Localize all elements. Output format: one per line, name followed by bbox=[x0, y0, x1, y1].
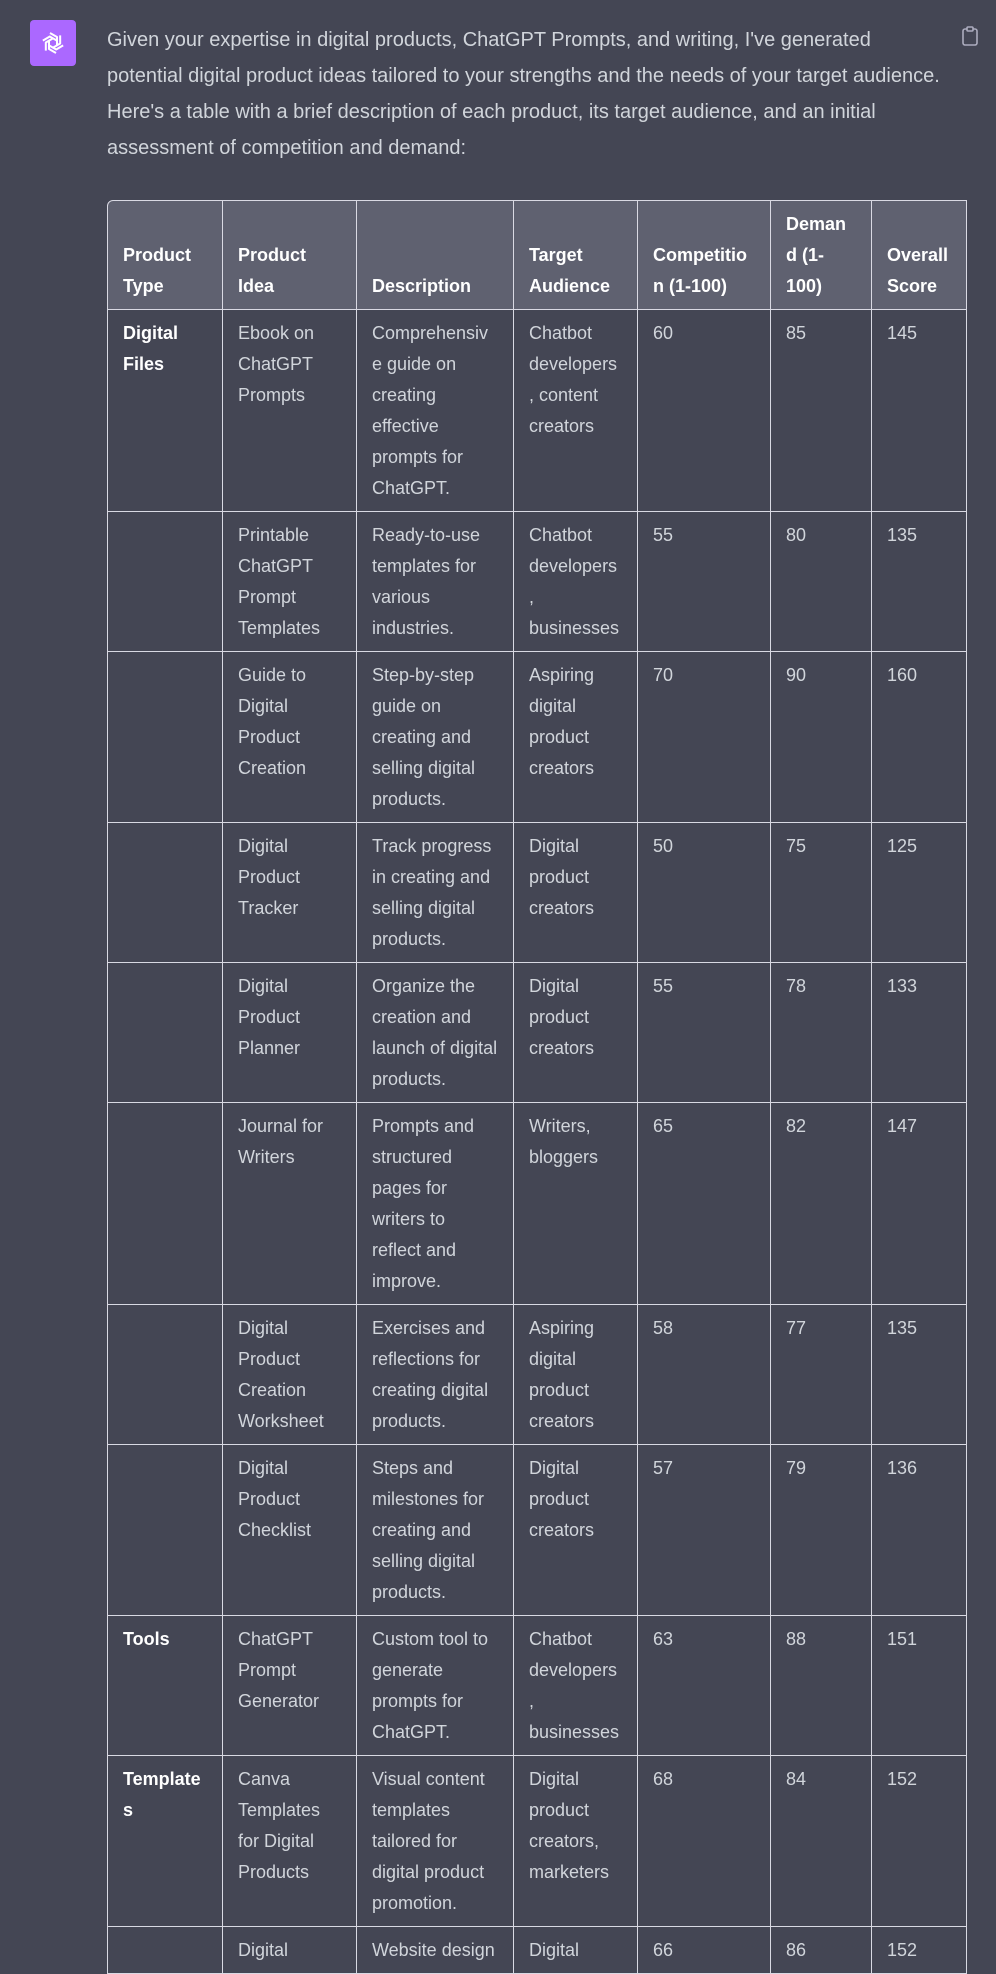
table-header-row bbox=[107, 200, 967, 310]
cell-overall-score: 135 bbox=[872, 1305, 967, 1445]
cell-product-type bbox=[107, 1305, 223, 1445]
header-description: Description bbox=[357, 200, 514, 310]
cell-demand: 88 bbox=[771, 1616, 872, 1756]
cell-product-type: Templates bbox=[107, 1756, 223, 1927]
cell-demand: 79 bbox=[771, 1445, 872, 1616]
copy-button[interactable] bbox=[958, 24, 982, 48]
table-body bbox=[107, 310, 967, 1974]
cell-target-audience: Digital product creators bbox=[514, 963, 638, 1103]
cell-overall-score: 152 bbox=[872, 1927, 967, 1974]
cell-product-idea: Digital Product Creation Worksheet bbox=[223, 1305, 357, 1445]
product-table bbox=[107, 200, 967, 1974]
cell-product-idea: Digital Product Tracker bbox=[223, 823, 357, 963]
cell-demand: 84 bbox=[771, 1756, 872, 1927]
cell-description: Comprehensive guide on creating effective prompts for ChatGPT. bbox=[357, 310, 514, 512]
cell-product-type bbox=[107, 512, 223, 652]
cell-overall-score: 160 bbox=[872, 652, 967, 823]
table-row bbox=[107, 1756, 967, 1927]
table-container[interactable] bbox=[107, 200, 949, 1960]
assistant-avatar bbox=[30, 20, 76, 66]
cell-description: Steps and milestones for creating and selling digital products. bbox=[357, 1445, 514, 1616]
cell-target-audience: Chatbot developers, businesses bbox=[514, 512, 638, 652]
cell-demand: 85 bbox=[771, 310, 872, 512]
table-row bbox=[107, 1305, 967, 1445]
cell-overall-score: 151 bbox=[872, 1616, 967, 1756]
cell-description: Exercises and reflections for creating digital products. bbox=[357, 1305, 514, 1445]
table-row bbox=[107, 823, 967, 963]
cell-overall-score: 147 bbox=[872, 1103, 967, 1305]
cell-product-idea: Ebook on ChatGPT Prompts bbox=[223, 310, 357, 512]
cell-product-idea: Digital bbox=[223, 1927, 357, 1974]
cell-demand: 75 bbox=[771, 823, 872, 963]
cell-target-audience: Aspiring digital product creators bbox=[514, 652, 638, 823]
cell-target-audience: Digital product creators bbox=[514, 823, 638, 963]
cell-overall-score: 135 bbox=[872, 512, 967, 652]
cell-competition: 70 bbox=[638, 652, 771, 823]
cell-product-idea: ChatGPT Prompt Generator bbox=[223, 1616, 357, 1756]
cell-competition: 57 bbox=[638, 1445, 771, 1616]
cell-demand: 80 bbox=[771, 512, 872, 652]
cell-product-idea: Journal for Writers bbox=[223, 1103, 357, 1305]
cell-demand: 90 bbox=[771, 652, 872, 823]
table-row bbox=[107, 1445, 967, 1616]
cell-product-idea: Digital Product Planner bbox=[223, 963, 357, 1103]
table-row bbox=[107, 310, 967, 512]
cell-competition: 66 bbox=[638, 1927, 771, 1974]
cell-product-idea: Canva Templates for Digital Products bbox=[223, 1756, 357, 1927]
table-row bbox=[107, 963, 967, 1103]
cell-product-type bbox=[107, 1103, 223, 1305]
cell-competition: 55 bbox=[638, 512, 771, 652]
cell-description: Visual content templates tailored for digital product promotion. bbox=[357, 1756, 514, 1927]
cell-product-type bbox=[107, 1445, 223, 1616]
table-row bbox=[107, 652, 967, 823]
cell-target-audience: Aspiring digital product creators bbox=[514, 1305, 638, 1445]
cell-overall-score: 136 bbox=[872, 1445, 967, 1616]
cell-competition: 60 bbox=[638, 310, 771, 512]
cell-description: Step-by-step guide on creating and selling digital products. bbox=[357, 652, 514, 823]
cell-product-type bbox=[107, 963, 223, 1103]
clipboard-icon bbox=[962, 26, 978, 46]
intro-paragraph: Given your expertise in digital products, ChatGPT Prompts, and writing, I've generated potential digital product ideas tailored to your strengths and the needs of your target audience. Here's a table with a brief description of each product, its target audience, and an initial assessment of competition and demand: bbox=[107, 29, 940, 159]
cell-product-type bbox=[107, 823, 223, 963]
header-target-audience: Target Audience bbox=[514, 200, 638, 310]
table-row bbox=[107, 1616, 967, 1756]
cell-product-idea: Guide to Digital Product Creation bbox=[223, 652, 357, 823]
cell-description: Website design bbox=[357, 1927, 514, 1974]
cell-overall-score: 125 bbox=[872, 823, 967, 963]
cell-demand: 77 bbox=[771, 1305, 872, 1445]
cell-target-audience: Chatbot developers, businesses bbox=[514, 1616, 638, 1756]
cell-target-audience: Writers, bloggers bbox=[514, 1103, 638, 1305]
cell-description: Custom tool to generate prompts for ChatGPT. bbox=[357, 1616, 514, 1756]
cell-competition: 65 bbox=[638, 1103, 771, 1305]
cell-product-idea: Printable ChatGPT Prompt Templates bbox=[223, 512, 357, 652]
cell-competition: 63 bbox=[638, 1616, 771, 1756]
cell-product-type: Tools bbox=[107, 1616, 223, 1756]
cell-product-type bbox=[107, 1927, 223, 1974]
cell-competition: 68 bbox=[638, 1756, 771, 1927]
header-product-type: Product Type bbox=[107, 200, 223, 310]
cell-demand: 82 bbox=[771, 1103, 872, 1305]
openai-logo-icon bbox=[39, 29, 67, 57]
table-row bbox=[107, 1103, 967, 1305]
cell-product-idea: Digital Product Checklist bbox=[223, 1445, 357, 1616]
cell-competition: 58 bbox=[638, 1305, 771, 1445]
cell-target-audience: Chatbot developers, content creators bbox=[514, 310, 638, 512]
cell-competition: 50 bbox=[638, 823, 771, 963]
cell-product-type bbox=[107, 652, 223, 823]
header-demand: Demand (1-100) bbox=[771, 200, 872, 310]
cell-target-audience: Digital bbox=[514, 1927, 638, 1974]
cell-description: Ready-to-use templates for various industries. bbox=[357, 512, 514, 652]
cell-overall-score: 152 bbox=[872, 1756, 967, 1927]
cell-demand: 78 bbox=[771, 963, 872, 1103]
table-row bbox=[107, 1927, 967, 1974]
cell-target-audience: Digital product creators bbox=[514, 1445, 638, 1616]
header-product-idea: Product Idea bbox=[223, 200, 357, 310]
cell-competition: 55 bbox=[638, 963, 771, 1103]
cell-description: Organize the creation and launch of digital products. bbox=[357, 963, 514, 1103]
cell-description: Prompts and structured pages for writers to reflect and improve. bbox=[357, 1103, 514, 1305]
cell-overall-score: 145 bbox=[872, 310, 967, 512]
header-competition: Competition (1-100) bbox=[638, 200, 771, 310]
table-row bbox=[107, 512, 967, 652]
cell-product-type: Digital Files bbox=[107, 310, 223, 512]
cell-demand: 86 bbox=[771, 1927, 872, 1974]
header-overall-score: Overall Score bbox=[872, 200, 967, 310]
cell-overall-score: 133 bbox=[872, 963, 967, 1103]
cell-target-audience: Digital product creators, marketers bbox=[514, 1756, 638, 1927]
cell-description: Track progress in creating and selling digital products. bbox=[357, 823, 514, 963]
